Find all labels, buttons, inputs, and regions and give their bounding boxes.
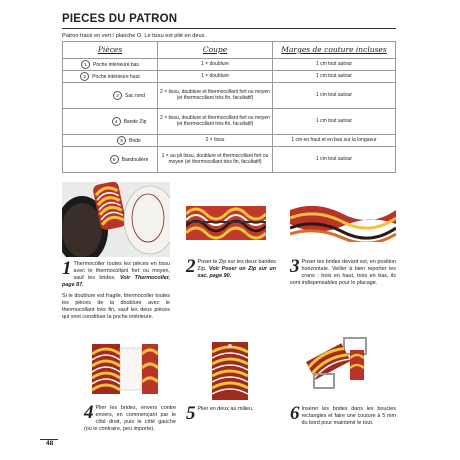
step-4-number: 4 [84,402,94,423]
coupe-cell: 1 × doublure [158,70,273,82]
table-row [63,58,396,70]
coupe-cell: 1 × doublure [158,58,273,70]
marge-cell: 1 cm tout autour [273,146,396,172]
piece-number-badge: 4 [112,117,121,126]
col-header-pieces: Pièces [63,42,158,59]
piece-name: Poche intérieure haut [92,73,140,80]
step-3-illustration [290,204,396,242]
step-2 [186,256,277,280]
step-6 [290,403,396,427]
step-3-text: Poser les brides devant soi, en position horizontale. Veiller à bien reporter les crans : trois en haut, trois en bas, ils sont indispensables pour le placage. [290,259,396,287]
step-3-photo [290,204,396,242]
marge-cell: 1 cm tout autour [273,108,396,134]
table-row [63,146,396,172]
piece-cell [63,134,158,146]
step-5 [186,403,266,424]
piece-cell [63,70,158,82]
coupe-cell: 1 × au pli tissu, doublure et thermocollant fort ou moyen (et thermocollant très fin, facultatif) [158,146,273,172]
step-4 [84,402,176,433]
step-4-illustration [84,340,164,398]
piece-name: Bande Zip [123,118,147,125]
step-6-number: 6 [290,403,300,424]
piece-number-badge: 2 [80,72,89,81]
page-title: PIECES DU PATRON [62,13,178,25]
step-6-text: Insérer les brides dans les boucles rectangles et faire une couture à 5 mm du bord pour maintenir le tout. [301,406,396,427]
step-6-photo [300,336,380,396]
marge-cell: 1 cm en haut et en bas sur la longueur [273,134,396,146]
piece-cell [63,82,158,108]
step-5-photo [210,340,250,402]
step-1-number: 1 [62,258,72,279]
table-row [63,82,396,108]
piece-cell [63,108,158,134]
step-5-text: Plier en deux au milieu. [197,406,254,412]
marge-cell: 1 cm tout autour [273,82,396,108]
title-rule [62,28,396,29]
step-3-number: 3 [290,256,300,277]
piece-number-badge: 5 [117,136,126,145]
table-row [63,70,396,82]
step-1-note: Voir Thermocoller, page 87. [62,275,170,289]
step-4-photo [84,340,164,398]
step-3 [290,256,396,287]
marge-cell: 1 cm tout autour [273,70,396,82]
col-header-coupe: Coupe [158,42,273,59]
step-5-illustration [210,340,250,402]
step-4-text: Plier les brides, envers contre envers, en commençant par le côté droit, puis le côté gauche (ou le contraire, peu importe). [84,405,176,433]
piece-number-badge: 3 [113,91,122,100]
step-5-number: 5 [186,403,196,424]
step-2-photo [186,204,266,242]
step-1-photo [62,182,170,257]
table-row [63,134,396,146]
piece-cell [63,58,158,70]
step-2-number: 2 [186,256,196,277]
step-1 [62,258,170,321]
piece-number-badge: 1 [81,60,90,69]
pattern-subtitle: Patron tracé en vert / planche O. Le tissu est plié en deux. [62,33,206,39]
piece-name: Sac rond [124,92,145,99]
step-1-text: Thermocoller toutes les pièces en tissu avec le thermocollant fort ou moyen, sauf les brides. [73,261,170,282]
step-1-extra: Si le doublure est fragile, thermocoller toutes les pièces de la doublure avec le thermocollant très fin, sauf les deux pièces qui vont constituer la poche intérieure. [62,293,170,321]
step-2-note: Voir Poser un Zip sur un sac, page 90. [197,266,276,280]
marge-cell: 1 cm tout autour [273,58,396,70]
step-2-text: Poser le Zip sur les deux bandes Zip. [197,259,277,273]
table-row [63,108,396,134]
step-2-illustration [186,204,266,242]
piece-name: Bride [129,137,141,144]
piece-name: Poche intérieure bas [93,61,139,68]
piece-name: Bandoulière [121,156,149,163]
table-header-row [63,42,396,59]
step-1-illustration [62,182,170,257]
coupe-cell: 2 × tissu, doublure et thermocollant fort ou moyen (et thermocollant très fin, facultatif) [158,108,273,134]
piece-number-badge: 6 [110,155,119,164]
pattern-pieces-table [62,41,396,173]
piece-cell [63,146,158,172]
col-header-marges: Marges de couture incluses [273,42,396,59]
page-number: 48 [46,440,54,447]
coupe-cell: 2 × tissu, doublure et thermocollant fort ou moyen (et thermocollant très fin, facultatif) [158,82,273,108]
coupe-cell: 2 × tissu [158,134,273,146]
step-6-illustration [300,336,380,396]
